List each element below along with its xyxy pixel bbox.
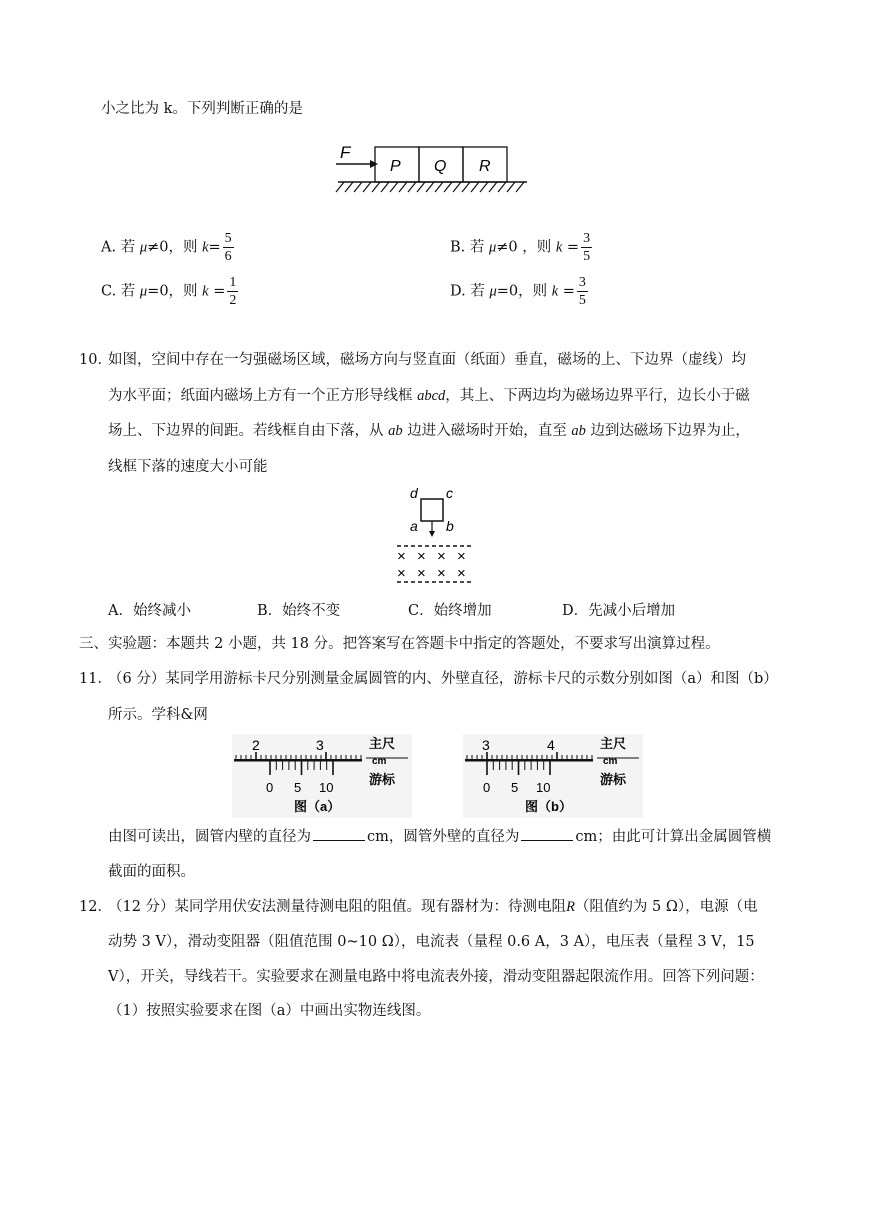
q9-option-d: D. 若 μ=0，则 k = $\frac{3}{5}$ [450, 275, 586, 308]
vernier-num-0: 0 [266, 780, 274, 795]
vernier-num-5: 5 [294, 780, 302, 795]
main-scale-label: 主尺 [600, 736, 627, 751]
q10-option-c: C．始终增加 [408, 603, 492, 619]
q11-line1: （6 分）某同学用游标卡尺分别测量金属圆管的内、外壁直径，游标卡尺的示数分别如图（a）和图（b） [108, 671, 778, 687]
q10-option-b: B．始终不变 [257, 603, 341, 619]
corner-b-label: b [446, 518, 454, 534]
section3-heading: 三、实验题：本题共 2 小题，共 18 分。把答案写在答题卡中指定的答题处，不要求写出演算过程。 [79, 636, 720, 652]
q9-option-a: A. 若 μ≠0，则 k= $\frac{5}{6}$ [101, 231, 232, 264]
q10-line1: 如图，空间中存在一匀强磁场区域，磁场方向与竖直面（纸面）垂直，磁场的上、下边界（虚线）均 [108, 352, 746, 368]
vernier-num-10: 10 [536, 780, 551, 795]
answer-blank-inner[interactable] [313, 827, 365, 841]
q11-line4: 截面的面积。 [108, 864, 195, 880]
q10-option-a: A．始终减小 [108, 603, 191, 619]
field-crosses [397, 548, 466, 582]
vernier-scale-label: 游标 [600, 772, 627, 787]
corner-d-label: d [410, 485, 418, 501]
q9-option-b: B. 若 μ≠0 ，则 k = $\frac{3}{5}$ [450, 231, 591, 264]
vernier-scale-label: 游标 [369, 772, 396, 787]
svg-text:×: × [417, 548, 426, 565]
unit-label: cm [603, 756, 618, 767]
answer-blank-outer[interactable] [521, 827, 573, 841]
svg-text:×: × [397, 548, 406, 565]
magnetic-field-figure [392, 484, 482, 586]
q10-line4: 线框下落的速度大小可能 [108, 459, 268, 475]
svg-text:×: × [417, 565, 426, 582]
ground-hatching [336, 182, 524, 192]
caption-b: 图（b） [525, 799, 572, 814]
corner-c-label: c [446, 485, 453, 501]
vernier-num-0: 0 [483, 780, 491, 795]
q12-line4: （1）按照实验要求在图（a）中画出实物连线图。 [108, 1003, 431, 1019]
vernier-num-10: 10 [319, 780, 334, 795]
q10-number: 10． [79, 352, 112, 368]
main-num-3: 3 [482, 737, 490, 753]
force-label: F [340, 143, 351, 162]
main-num-4: 4 [547, 737, 555, 753]
vernier-figure-a [232, 734, 412, 818]
svg-text:×: × [397, 565, 406, 582]
vernier-num-5: 5 [511, 780, 519, 795]
force-arrow-icon [370, 160, 378, 168]
block-p-label: P [390, 158, 401, 175]
q10-option-d: D．先减小后增加 [562, 603, 676, 619]
unit-label: cm [372, 756, 387, 767]
block-q-label: Q [434, 158, 447, 175]
main-scale-label: 主尺 [369, 736, 396, 751]
down-arrow-icon [429, 531, 435, 537]
q10-line2: 为水平面；纸面内磁场上方有一个正方形导线框 abcd，其上、下两边均为磁场边界平行，边长小于磁 [108, 388, 750, 404]
square-loop [421, 499, 443, 521]
q12-line3: V），开关，导线若干。实验要求在测量电路中将电流表外接，滑动变阻器起限流作用。回答下列问题： [108, 969, 764, 985]
block-r-label: R [479, 158, 491, 175]
q10-line3: 场上、下边界的间距。若线框自由下落，从 ab 边进入磁场时开始，直至 ab 边到达磁场下边界为止， [108, 423, 750, 439]
vernier-figure-b [463, 734, 643, 818]
blocks-figure [330, 138, 535, 200]
corner-a-label: a [410, 518, 418, 534]
caption-a: 图（a） [294, 799, 341, 814]
q12-number: 12． [79, 899, 112, 915]
main-num-2: 2 [252, 737, 260, 753]
svg-text:×: × [437, 548, 446, 565]
q9-stem-tail: 小之比为 k。下列判断正确的是 [101, 101, 303, 117]
q12-line1: （12 分）某同学用伏安法测量待测电阻的阻值。现有器材为：待测电阻R（阻值约为 5 Ω），电源（电 [108, 899, 758, 915]
q11-number: 11． [79, 671, 112, 687]
q11-line3: 由图可读出，圆管内壁的直径为 cm，圆管外壁的直径为 cm；由此可计算出金属圆管横 [108, 829, 772, 845]
svg-text:×: × [457, 565, 466, 582]
q9-option-c: C. 若 μ=0，则 k = $\frac{1}{2}$ [101, 275, 237, 308]
svg-text:×: × [437, 565, 446, 582]
svg-text:×: × [457, 548, 466, 565]
q12-line2: 动势 3 V），滑动变阻器（阻值范围 0~10 Ω），电流表（量程 0.6 A，3 A），电压表（量程 3 V，15 [108, 934, 755, 950]
q11-line2: 所示。学科&网 [108, 707, 208, 723]
main-num-3: 3 [316, 737, 324, 753]
